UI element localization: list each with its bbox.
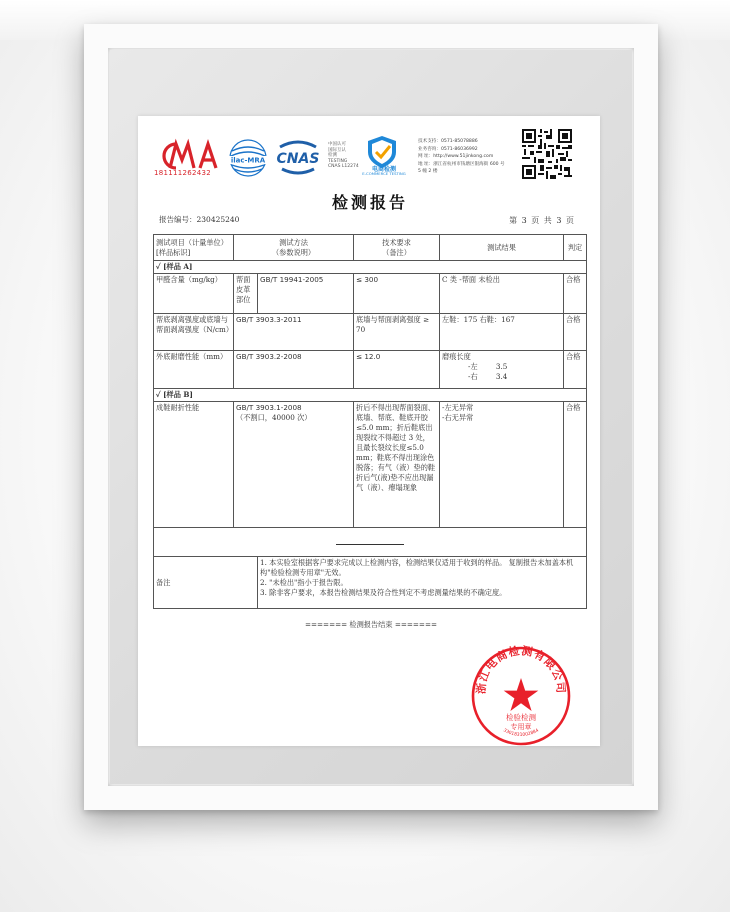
table-row	[154, 351, 587, 389]
row-result: 左鞋：175 右鞋：167	[440, 314, 564, 351]
section-a-label: ✓ [样品 A]	[154, 261, 587, 274]
remark-3: 3. 除非客户要求，本报告检测结果及符合性判定不考虑测量结果的不确定度。	[260, 588, 507, 597]
wear-right: -右 3.4	[468, 372, 508, 381]
table-row	[154, 274, 587, 314]
ilac-mra-logo	[228, 137, 268, 179]
section-b-label: ✓ [样品 B]	[154, 389, 587, 402]
row-item: 外底耐磨性能（mm）	[154, 351, 234, 389]
header-judgement: 判定	[564, 235, 587, 261]
cma-number: 181111262432	[154, 169, 212, 177]
row-requirement: 折后不得出现帮面裂面、底墙、帮底、鞋底开胶≤5.0 mm；折后鞋底出现裂纹不得超过 3 处，且最长裂纹长度≤5.0 mm；鞋底不得出现涂色脱落；有气（液）垫的鞋折后气(液)垫不应出现漏气（液）、瘪塌现象	[354, 402, 440, 528]
qr-code-icon	[522, 128, 572, 180]
row-judgement: 合格	[564, 274, 587, 314]
seal-star-icon	[504, 678, 539, 711]
contact-address-2: 5 幢 2 楼	[418, 169, 438, 175]
header-item: 测试项目（计量单位） [样品标识]	[154, 235, 234, 261]
wear-length-title: 磨痕长度	[442, 352, 471, 361]
header-method: 测试方法 （参数说明）	[234, 235, 354, 261]
row-method: GB/T 3903.3-2011	[234, 314, 354, 351]
svg-text:ilac-MRA: ilac-MRA	[230, 156, 266, 165]
row-judgement: 合格	[564, 402, 587, 528]
row-requirement: ≤ 12.0	[354, 351, 440, 389]
header-result: 测试结果	[440, 235, 564, 261]
contact-tech: 技术支持：0571-85078886	[418, 139, 478, 144]
remarks-label: 备注	[154, 557, 258, 609]
seal-number: 3301831002884	[502, 728, 540, 738]
header-requirement: 技术要求 （备注）	[354, 235, 440, 261]
report-end-text: ======= 检测报告结束 =======	[304, 620, 437, 629]
row-method: GB/T 3903.2-2008	[234, 351, 354, 389]
table-row	[154, 314, 587, 351]
blank-row	[154, 528, 587, 557]
row-requirement: 底墙与帮面剥离强度 ≥ 70	[354, 314, 440, 351]
svg-text:CNAS: CNAS	[276, 151, 320, 167]
ec-caption: 电商检测	[371, 166, 396, 173]
remarks-content	[258, 557, 587, 609]
ec-caption-en: E-COMMERCE TESTING	[362, 171, 406, 176]
cnas-logo	[272, 139, 324, 177]
row-judgement: 合格	[564, 314, 587, 351]
remark-2: 2. "未检出"指小于报告限。	[260, 578, 348, 587]
divider-line	[336, 544, 404, 545]
row-item: 甲醛含量（mg/kg）	[154, 274, 234, 314]
table-row	[154, 402, 587, 528]
remark-1: 1. 本实验室根据客户要求完成以上检测内容，检测结果仅适用于收到的样品。 复制报告未加盖本机构"检验检测专用章"无效。	[260, 558, 574, 577]
seal-sub1: 检验检测	[506, 713, 536, 722]
report-title: 检测报告	[331, 193, 408, 212]
row-judgement: 合格	[564, 351, 587, 389]
row-result: -左无异常 -右无异常	[440, 402, 564, 528]
contact-address: 地 址：浙江省杭州市钱塘区银海街 600 号	[418, 161, 505, 167]
section-a-row	[154, 261, 587, 274]
company-seal	[470, 645, 572, 747]
contact-website: 网 址：http://www.51jinkong.com	[418, 154, 494, 160]
section-b-row	[154, 389, 587, 402]
row-item: 帮底剥离强度或底墙与帮面剥离强度（N/cm）	[154, 314, 234, 351]
row-requirement: ≤ 300	[354, 274, 440, 314]
contact-business: 业务咨询：0571-86036992	[418, 146, 478, 152]
report-table	[153, 234, 587, 609]
contact-info	[418, 138, 520, 176]
row-result: C 类 -帮面 未检出	[440, 274, 564, 314]
table-header-row	[154, 235, 587, 261]
seal-sub2: 专用章	[510, 723, 532, 731]
row-part: 帮面皮革部位	[234, 274, 258, 314]
remarks-row	[154, 557, 587, 609]
row-method: GB/T 3903.1-2008 （不割口，40000 次）	[234, 402, 354, 528]
row-method: GB/T 19941-2005	[258, 274, 354, 314]
row-item: 成鞋耐折性能	[154, 402, 234, 528]
wear-left: -左 3.5	[468, 362, 508, 371]
report-number: 报告编号：230425240	[159, 215, 240, 224]
page-number: 第 3 页 共 3 页	[509, 216, 574, 225]
row-result	[440, 351, 564, 389]
seal-company-name: 浙江电商检测有限公司	[474, 645, 568, 695]
cnas-accreditation-text: 中国认可 国际互认 检测 TESTING CNAS L12274	[328, 142, 359, 170]
